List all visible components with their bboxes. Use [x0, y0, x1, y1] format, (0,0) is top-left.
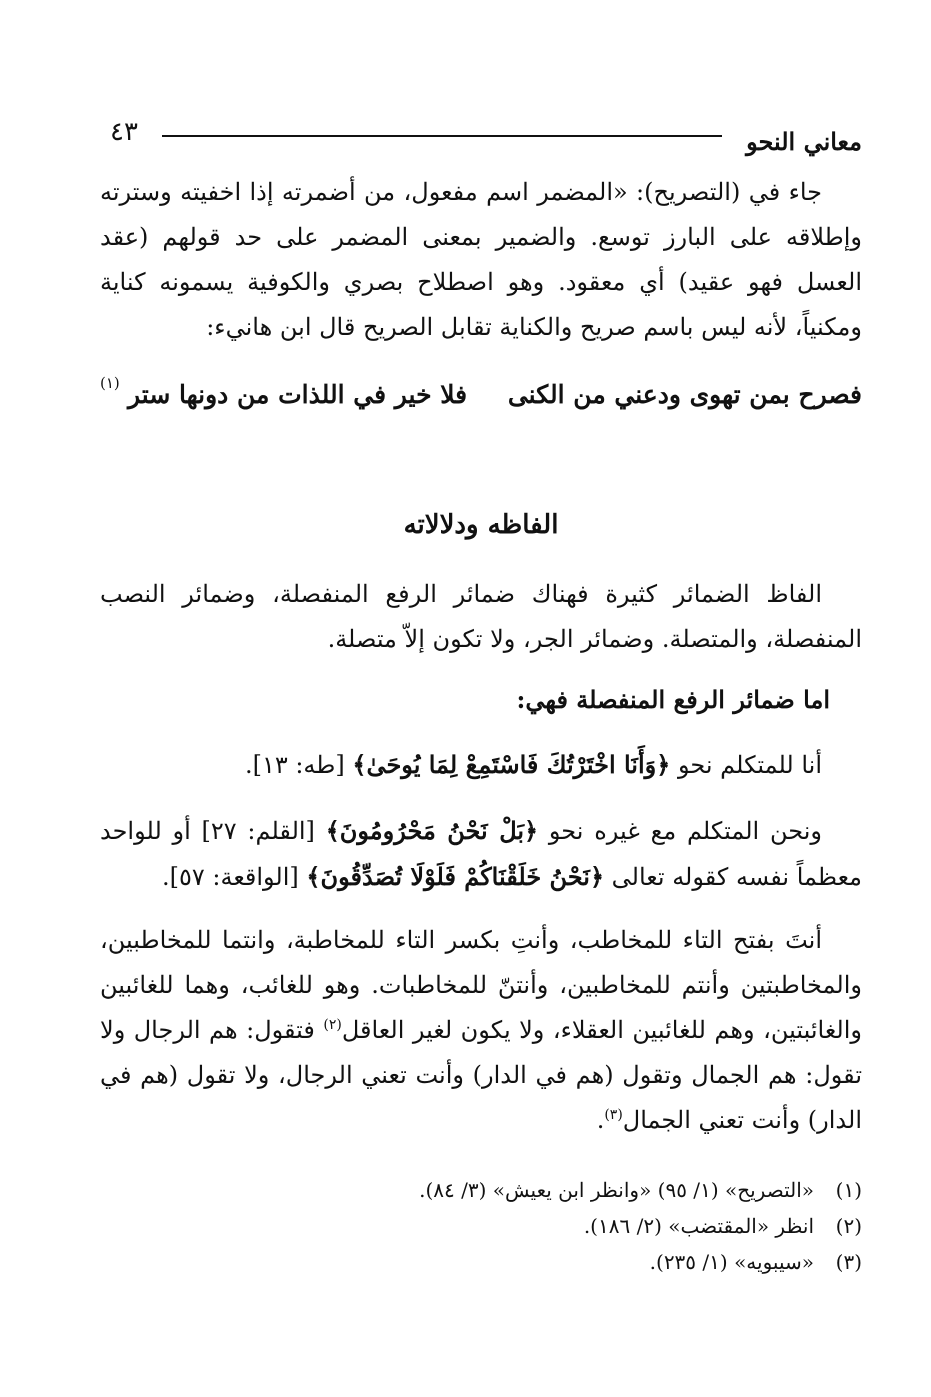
page-number: ٤٣ [110, 117, 138, 147]
ana-paragraph [100, 742, 862, 788]
footnote-ref-3: (٣) [604, 1107, 623, 1123]
quran-verse-taha: ﴿وَأَنَا اخْتَرْتُكَ فَاسْتَمِعْ لِمَا يُوحَىٰ﴾ [352, 750, 671, 779]
footnote-number: (٢) [835, 1214, 862, 1238]
anta-paragraph [100, 918, 862, 1143]
quran-ref-waqia: [الواقعة: ٥٧]. [161, 863, 299, 891]
footnote-ref-2: (٢) [323, 1017, 342, 1033]
footnote-number: (١) [835, 1178, 862, 1202]
footnote-text: «التصريح» (١/ ٩٥) «وانظر ابن يعيش» (٣/ ٨٤). [419, 1178, 814, 1202]
footnotes [100, 1172, 862, 1280]
pronouns-intro-paragraph: الفاظ الضمائر كثيرة فهناك ضمائر الرفع المنفصلة، وضمائر النصب المنفصلة، والمتصلة. وضمائر الجر، ولا تكون إلاّ متصلة. [100, 580, 862, 653]
anta-text-part2: فتقول: هم الرجال ولا تقول: هم الجمال وتقول (هم في الدار) وأنت تعني الرجال، ولا تقول (هم في الدار) وأنت تعني الجمال [100, 1016, 862, 1134]
ana-text: أنا للمتكلم نحو [677, 751, 822, 779]
page-header [110, 105, 862, 165]
poetry-verse [100, 374, 862, 430]
nahnu-text: ونحن المتكلم مع غيره نحو [548, 817, 823, 845]
anta-text-part1: أنتَ بفتح التاء للمخاطب، وأنتِ بكسر التاء للمخاطبة، وانتما للمخاطبين، والمخاطبتين وأنتم للمخاطبين، وأنتنّ للمخاطبات. وهو للغائب، وهما للغائبين والغائبتين، وهم للغائبين العقلاء، ولا يكون لغير العاقل [100, 926, 862, 1044]
quran-verse-waqia: ﴿نَحْنُ خَلَقْنَاكُمْ فَلَوْلَا تُصَدِّقُونَ﴾ [306, 862, 605, 891]
verse-first-hemistich: فصرح بمن تهوى ودعني من الكنى [507, 380, 862, 409]
intro-paragraph: جاء في (التصريح): «المضمر اسم مفعول، من أضمرته إذا اخفيته وسترته وإطلاقه على البارز توسع. والضمير بمعنى المضمر على حد قولهم (عقد العسل فهو عقيد) أي معقود. وهو اصطلاح بصري والكوفية يسمونه كناية ومكنياً، لأنه ليس باسم صريح والكناية تقابل الصريح قال ابن هانيء: [100, 178, 862, 341]
running-title: معاني النحو [746, 127, 862, 156]
subheading-detached-nominative: اما ضمائر الرفع المنفصلة فهي: [516, 685, 830, 714]
verse-footnote-marker: (١) [100, 374, 120, 392]
anta-end: . [596, 1106, 605, 1134]
nahnu-paragraph [100, 808, 862, 900]
footnote-text: «سيبويه» (١/ ٢٣٥). [649, 1250, 814, 1274]
nahnu-mid-text: [القلم: ٢٧] أو للواحد معظماً نفسه كقوله تعالى [100, 817, 862, 891]
header-rule [162, 135, 722, 137]
footnote-number: (٣) [835, 1250, 862, 1274]
footnote-2 [100, 1208, 862, 1244]
footnote-1 [100, 1172, 862, 1208]
quran-ref-taha: [طه: ١٣]. [244, 751, 345, 779]
verse-second-hemistich: فلا خير في اللذات من دونها ستر [128, 380, 468, 409]
section-heading: الفاظه ودلالاته [403, 510, 559, 540]
footnote-3 [100, 1244, 862, 1280]
footnote-text: انظر «المقتضب» (٢/ ١٨٦). [583, 1214, 814, 1238]
quran-verse-qalam: ﴿بَلْ نَحْنُ مَحْرُومُونَ﴾ [325, 816, 539, 845]
